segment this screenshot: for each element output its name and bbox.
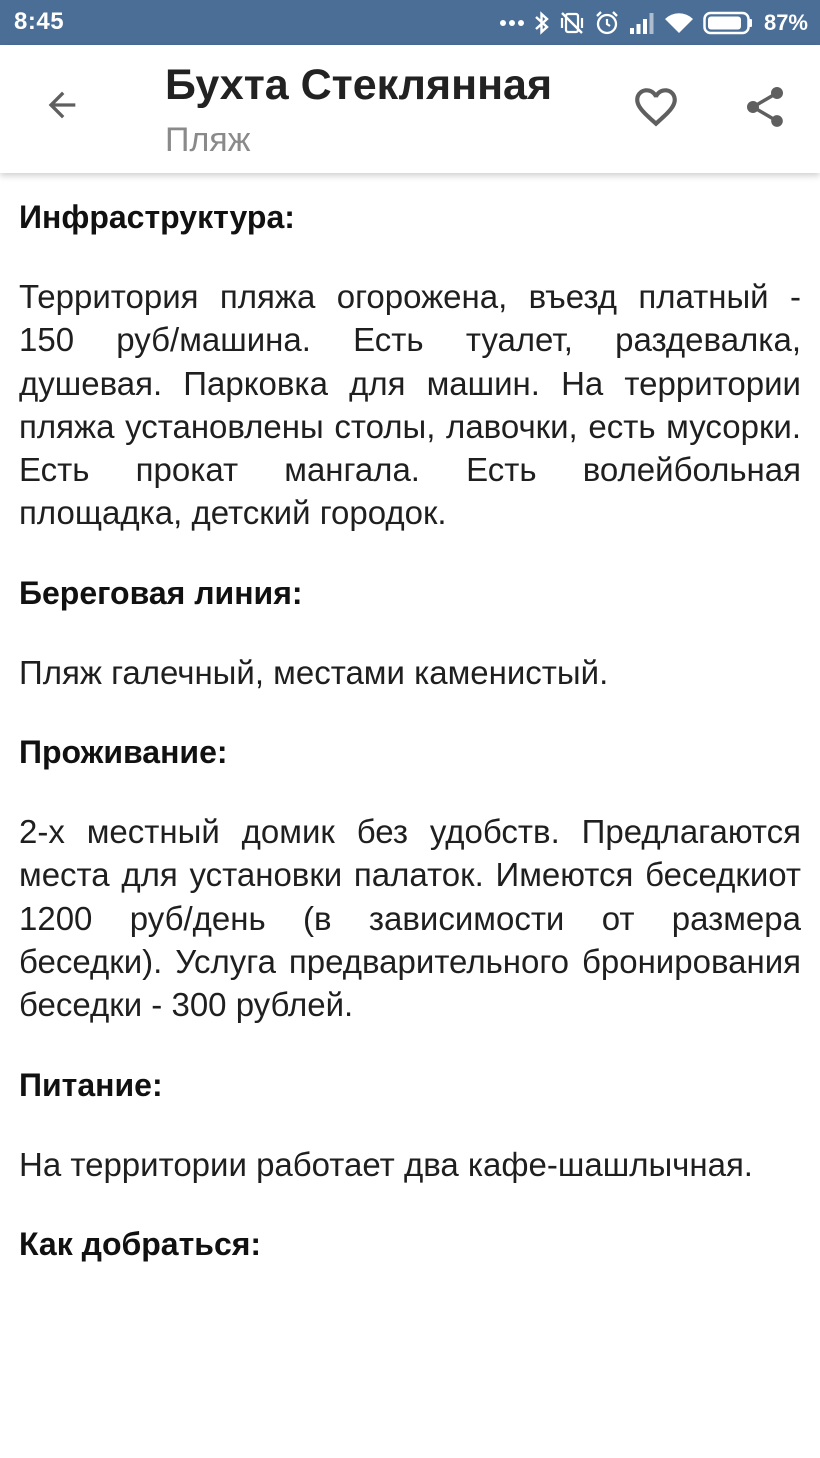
page-title: Бухта Стеклянная <box>165 61 553 109</box>
section-heading-shoreline: Береговая линия: <box>19 574 303 611</box>
wifi-icon <box>664 11 694 35</box>
status-bar <box>0 0 820 45</box>
bluetooth-icon <box>534 10 550 36</box>
section-text-accommodation: 2-х местный домик без удобств. Предлагаются места для установки палаток. Имеются беседкиот 1200 руб/день (в зависимости от размера беседки). Услуга предварительного бронирования беседки - 300 рублей. <box>19 813 801 1024</box>
section-heading-food: Питание: <box>19 1066 163 1103</box>
status-icons <box>499 7 808 39</box>
share-button[interactable] <box>733 77 797 141</box>
app-bar <box>0 45 820 173</box>
status-time: 8:45 <box>14 8 65 35</box>
back-button[interactable] <box>30 75 94 139</box>
alarm-icon <box>594 10 620 36</box>
battery-percentage: 87% <box>763 10 808 35</box>
battery-icon <box>703 11 753 35</box>
page-subtitle: Пляж <box>165 121 251 159</box>
section-text-infrastructure: Территория пляжа огорожена, въезд платный - 150 руб/машина. Есть туалет, раздевалка, душевая. Парковка для машин. На территории пляжа установлены столы, лавочки, есть мусорки. Есть прокат мангала. Есть волейбольная площадка, детский городок. <box>19 278 801 532</box>
section-heading-accommodation: Проживание: <box>19 734 228 771</box>
content-scroll-area[interactable] <box>0 130 820 1458</box>
section-text-shoreline: Пляж галечный, местами каменистый. <box>19 653 609 691</box>
favorite-button[interactable] <box>624 77 688 141</box>
arrow-back-icon <box>42 85 82 129</box>
heart-outline-icon <box>631 82 681 136</box>
section-heading-directions: Как добраться: <box>19 1225 262 1262</box>
section-text-food: На территории работает два кафе-шашлычная. <box>19 1145 753 1183</box>
vibrate-off-icon <box>559 10 585 36</box>
section-heading-infrastructure: Инфраструктура: <box>19 199 295 235</box>
more-dots-icon <box>499 18 525 28</box>
signal-icon <box>629 11 655 35</box>
share-icon <box>741 83 789 135</box>
